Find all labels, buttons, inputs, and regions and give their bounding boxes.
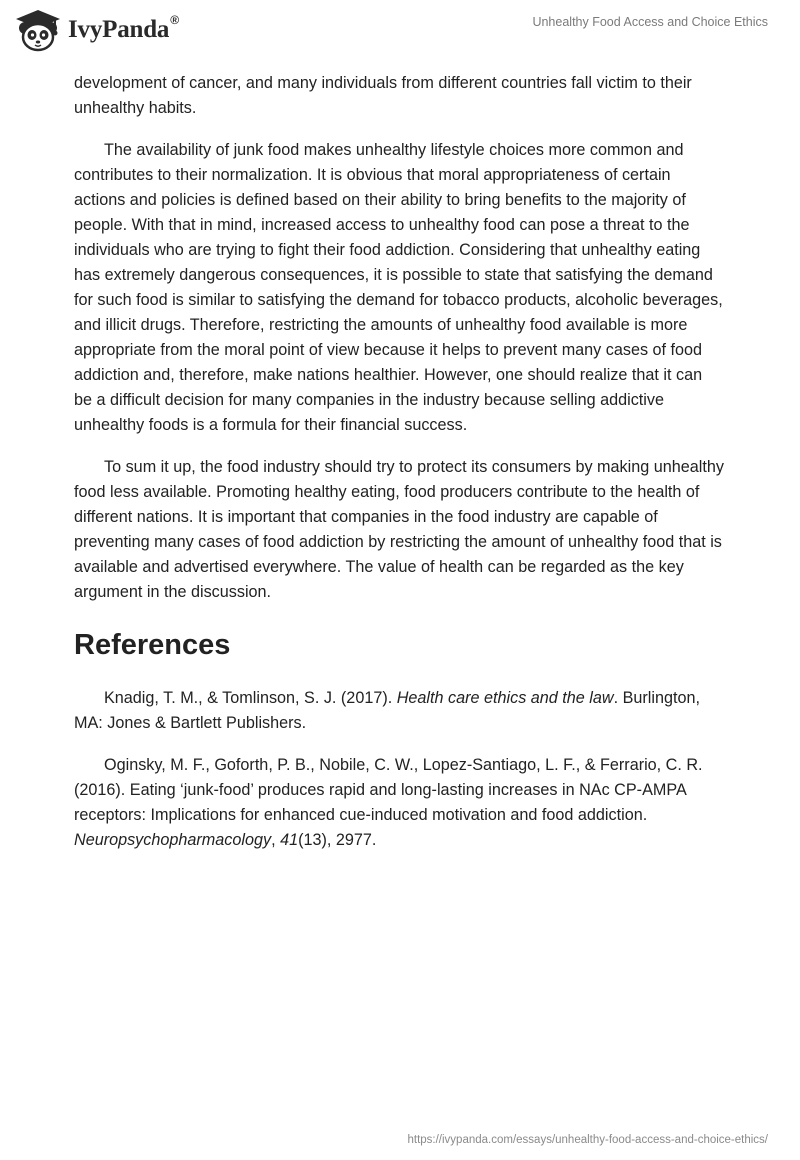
page-header-title: Unhealthy Food Access and Choice Ethics bbox=[532, 15, 768, 29]
paragraph-continued: development of cancer, and many individuals from different countries fall victim to their unhealthy habits. bbox=[74, 74, 692, 117]
reference-issue-pages: (13), 2977. bbox=[298, 831, 377, 849]
reference-authors: Knadig, T. M., & Tomlinson, S. J. (2017). bbox=[104, 689, 397, 707]
source-url-link[interactable]: https://ivypanda.com/essays/unhealthy-food-access-and-choice-ethics/ bbox=[407, 1134, 768, 1146]
paragraph-availability: The availability of junk food makes unhealthy lifestyle choices more common and contributes to their normalization. It is obvious that moral appropriateness of certain actions and policies is defined based on their ability to bring benefits to the majority of people. With that in mind, increased access to unhealthy food can pose a threat to the individuals who are trying to fight their food addiction. Considering that unhealthy eating has extremely dangerous consequences, it is possible to state that satisfying the demand for such food is similar to satisfying the demand for tobacco products, alcoholic beverages, and illicit drugs. Therefore, restricting the amounts of unhealthy food available is more appropriate from the moral point of view because it helps to prevent many cases of food addiction and, therefore, make nations healthier. However, one should realize that it can be a difficult decision for many companies in the industry because selling addictive unhealthy foods is a formula for their financial success. bbox=[74, 141, 723, 434]
panda-graduate-icon bbox=[14, 8, 62, 52]
references-heading: References bbox=[74, 629, 231, 661]
reference-volume: 41 bbox=[280, 831, 299, 849]
reference-item-oginsky: Oginsky, M. F., Goforth, P. B., Nobile, C. W., Lopez-Santiago, L. F., & Ferrario, C. R. (2016). Eating ‘junk-food’ produces rapid and long-lasting increases in NAc CP-AMPA receptors: Implications for enhanced cue-induced motivation and food addiction. Neuropsychopharmacology, 41(13), 2977. bbox=[74, 756, 703, 849]
logo-wordmark: IvyPanda® bbox=[68, 12, 179, 43]
reference-publisher: . Burlington, MA: Jones & Bartlett Publishers. bbox=[74, 689, 700, 732]
reference-item-knadig bbox=[74, 686, 724, 736]
paragraph-conclusion: To sum it up, the food industry should try to protect its consumers by making unhealthy food less available. Promoting healthy eating, food producers contribute to the health of different nations. It is important that companies in the food industry are capable of preventing many cases of food addiction by restricting the amount of unhealthy food that is available and advertised everywhere. The value of health can be regarded as the key argument in the discussion. bbox=[74, 458, 724, 601]
reference-title: Health care ethics and the law bbox=[396, 689, 614, 707]
ivypanda-logo[interactable] bbox=[14, 8, 179, 52]
reference-journal: Neuropsychopharmacology bbox=[74, 831, 272, 849]
essay-content bbox=[74, 71, 724, 870]
reference-authors: Oginsky, M. F., Goforth, P. B., Nobile, C. W., Lopez-Santiago, L. F., & Ferrario, C. R. (2016). Eating ‘junk-food’ produces rapid and long-lasting increases in NAc CP-AMPA receptors: Implications for enhanced cue-induced motivation and food addiction. bbox=[74, 756, 703, 824]
page-header bbox=[0, 0, 800, 64]
